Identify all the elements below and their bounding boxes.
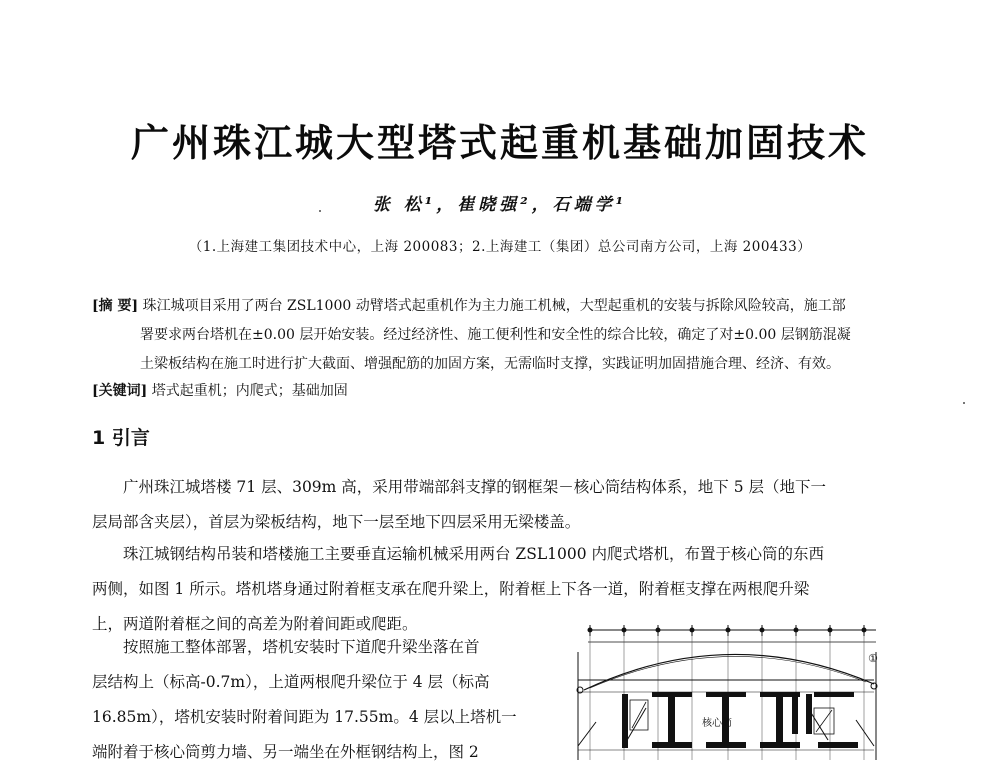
paragraph-line: 层结构上（标高-0.7m），上道两根爬升梁位于 4 层（标高 [92,673,490,691]
keywords-line [92,380,348,400]
abstract-block [92,292,914,379]
paragraph-line: 层局部含夹层），首层为梁板结构，地下一层至地下四层采用无梁楼盖。 [92,513,581,531]
scan-speck [963,402,965,404]
abstract-line [92,292,914,321]
paragraph-line: 上，两道附着框之间的高差为附着间距或爬距。 [92,615,418,633]
keywords-text: 塔式起重机；内爬式；基础加固 [151,383,348,399]
abstract-line: 土梁板结构在施工时进行扩大截面、增强配筋的加固方案，无需临时支撑，实践证明加固措施合理、经济、有效。 [140,356,840,372]
axis-marker: ① [868,652,878,665]
author-affiliations: （1.上海建工集团技术中心，上海 200083；2.上海建工（集团）总公司南方公司，上海 200433） [188,239,812,255]
section-heading: 1 引言 [92,427,150,449]
abstract-text: 珠江城项目采用了两台 ZSL1000 动臂塔式起重机作为主力施工机械，大型起重机的安装与拆除风险较高，施工部 [142,298,846,314]
keywords-tag: [关键词] [92,383,148,399]
abstract-line: 署要求两台塔机在±0.00 层开始安装。经过经济性、施工便利性和安全性的综合比较，确定了对±0.00 层钢筋混凝 [140,327,851,343]
body-paragraph [92,470,914,540]
paragraph-line: 两侧，如图 1 所示。塔机塔身通过附着框支承在爬升梁上，附着框上下各一道，附着框支撑在两根爬升梁 [92,580,810,598]
body-paragraph [92,630,550,770]
scan-speck [319,210,321,212]
author-list: 张 松¹，崔晓强²，石端学¹ [372,195,628,215]
tower-crane-layout-drawing [556,622,886,760]
paragraph-line: 珠江城钢结构吊装和塔楼施工主要垂直运输机械采用两台 ZSL1000 内爬式塔机，布置于核心筒的东西 [123,545,824,563]
paragraph-line: 端附着于核心筒剪力墙、另一端坐在外框钢结构上，图 2 [92,743,479,761]
abstract-tag: [摘 要] [92,298,139,314]
core-tube-label: 核心筒 [702,718,732,729]
paragraph-line: 16.85m），塔机安装时附着间距为 17.55m。4 层以上塔机一 [92,708,517,726]
core-tube-walls [622,692,858,748]
paper-title: 广州珠江城大型塔式起重机基础加固技术 [130,121,869,165]
paragraph-line: 按照施工整体部署，塔机安装时下道爬升梁坐落在首 [123,638,480,656]
paragraph-line: 广州珠江城塔楼 71 层、309m 高，采用带端部斜支撑的钢框架－核心筒结构体系，地下 5 层（地下一 [123,478,827,496]
structural-drawing-figure [556,622,886,760]
